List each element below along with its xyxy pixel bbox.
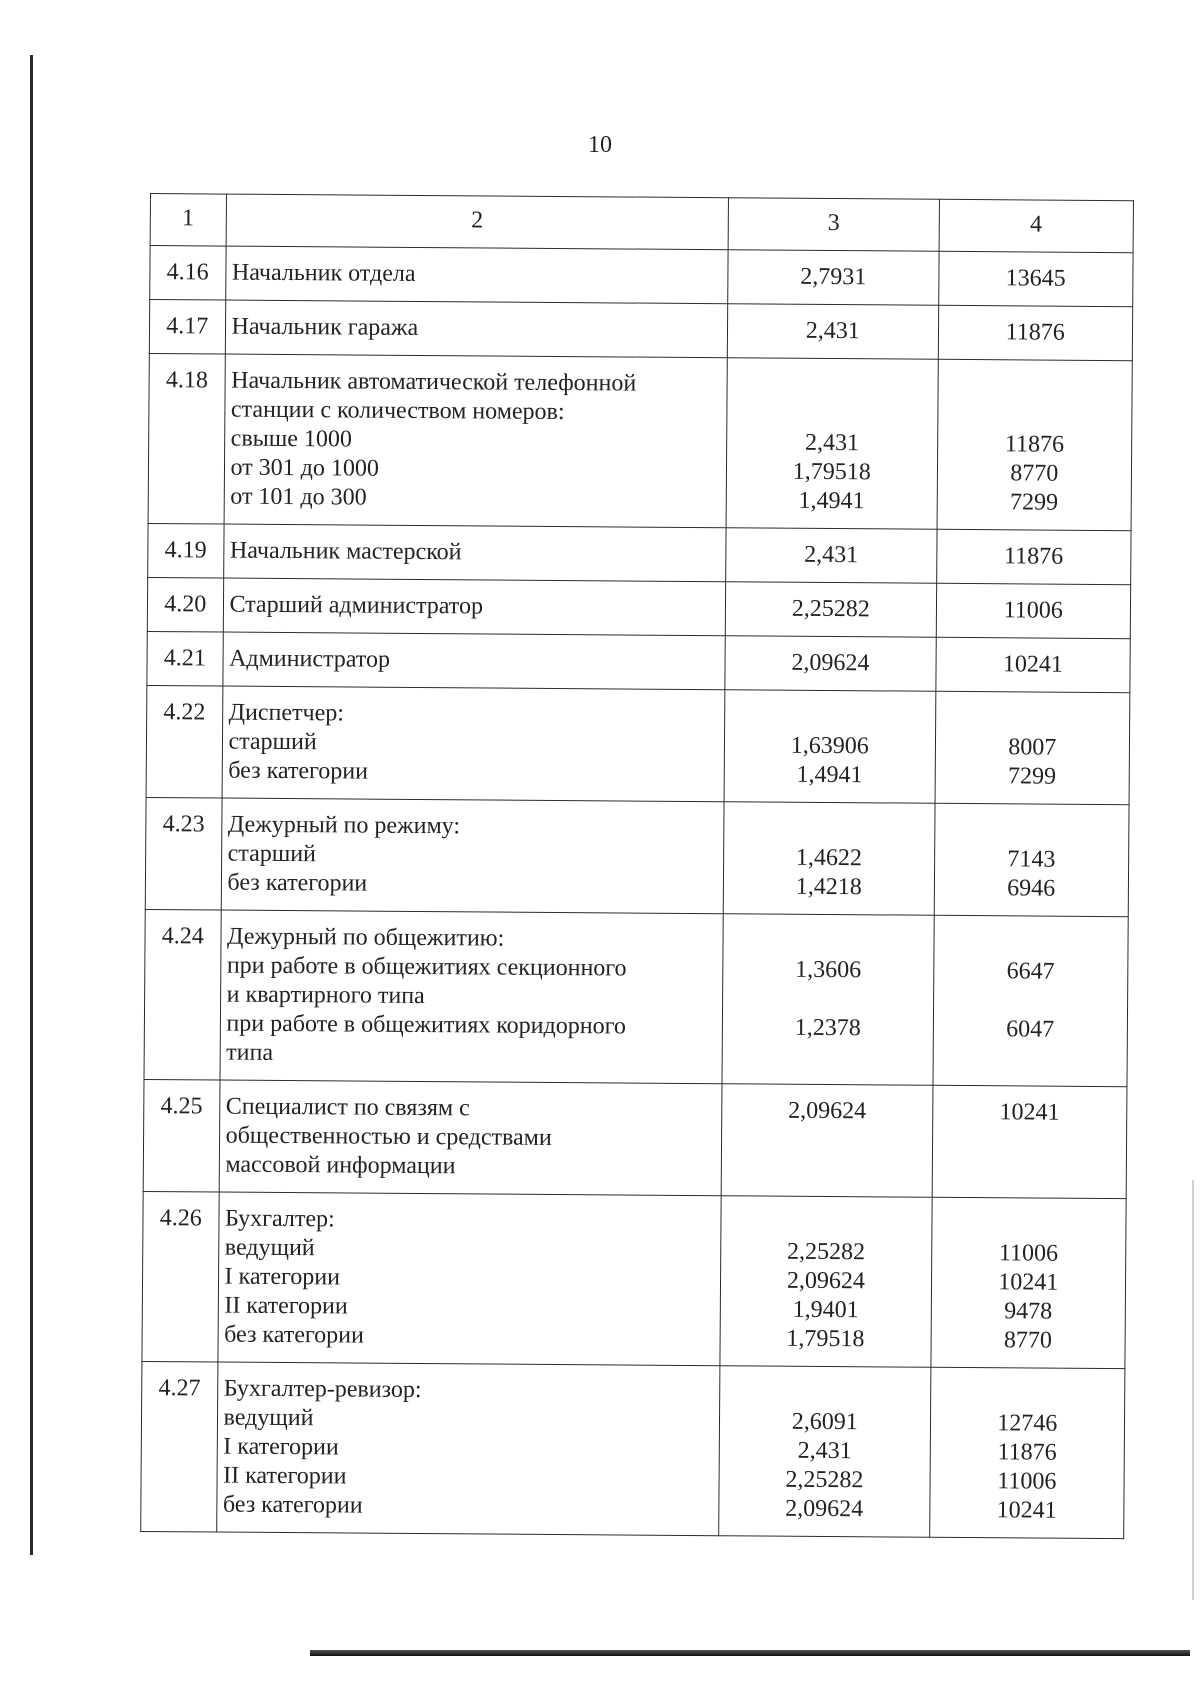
- salary-value: 6647: [1006, 958, 1055, 985]
- salary-value: 10241: [999, 1099, 1060, 1126]
- salary-value: 8770: [1003, 1327, 1053, 1354]
- table-row: [147, 577, 1130, 638]
- position-cell: [224, 354, 728, 528]
- salary-value: 11876: [1003, 543, 1064, 570]
- salary-value: 11876: [997, 1439, 1057, 1466]
- salary-value: 7143: [1007, 846, 1056, 873]
- position-cell: [222, 632, 725, 690]
- position-subitem: I категории: [223, 1433, 339, 1461]
- coefficient-value: 2,09624: [788, 1097, 867, 1125]
- coefficient-cell: [725, 636, 936, 692]
- coefficient-value: 2,09624: [785, 1495, 864, 1523]
- table-row: [145, 797, 1129, 916]
- position-cell: [216, 1362, 720, 1536]
- coefficient-value: 1,4941: [796, 761, 863, 789]
- table-row: [150, 246, 1133, 307]
- row-number: 4.18: [148, 353, 225, 524]
- salary-cell: [936, 583, 1131, 638]
- table-row: [148, 353, 1132, 530]
- salary-cell: [935, 637, 1130, 692]
- row-number: 4.19: [148, 523, 224, 578]
- coefficient-value: 1,79518: [786, 1325, 865, 1353]
- salary-value: 6946: [1007, 875, 1056, 902]
- salary-value: 7299: [1007, 763, 1057, 790]
- salary-value: 7299: [1009, 489, 1059, 516]
- scan-edge-bottom: [310, 1650, 1190, 1656]
- position-subitem: от 101 до 300: [230, 483, 367, 511]
- salary-cell: [938, 251, 1133, 306]
- salary-value: 11876: [1004, 431, 1065, 458]
- row-number: 4.24: [144, 909, 221, 1080]
- salary-value: 11006: [997, 1468, 1057, 1495]
- coefficient-cell: [720, 1196, 932, 1368]
- row-number: 4.26: [142, 1191, 219, 1362]
- position-subitem: от 301 до 1000: [230, 454, 380, 482]
- salary-value: 11006: [998, 1240, 1059, 1267]
- position-title: Диспетчер:: [228, 699, 345, 727]
- position-title: Старший администратор: [229, 591, 484, 620]
- coefficient-value: 1,79518: [792, 458, 871, 486]
- coefficient-value: 1,3606: [795, 956, 862, 984]
- row-number: 4.17: [149, 300, 225, 355]
- position-cell: [219, 1080, 722, 1196]
- table-row: [142, 1191, 1126, 1368]
- position-subitem: без категории: [227, 869, 368, 897]
- table-row: [144, 909, 1128, 1086]
- coefficient-value: 1,4941: [798, 487, 865, 515]
- position-title: Дежурный по режиму:: [227, 811, 461, 840]
- salary-cell: [938, 305, 1133, 360]
- salary-value: 10241: [998, 1269, 1059, 1296]
- position-title: Администратор: [229, 645, 391, 673]
- position-title: Начальник мастерской: [229, 537, 462, 566]
- position-subitem: ведущий: [223, 1404, 314, 1432]
- position-title: Начальник гаража: [231, 313, 419, 341]
- coefficient-value: 2,09624: [791, 649, 870, 677]
- coefficient-value: 2,6091: [791, 1408, 858, 1436]
- position-title: Бухгалтер-ревизор:: [223, 1375, 422, 1404]
- header-cell: 3: [728, 198, 939, 252]
- coefficient-value: 2,7931: [800, 263, 867, 291]
- position-cell: [225, 246, 728, 304]
- row-number: 4.21: [147, 631, 223, 686]
- row-number: 4.20: [147, 577, 223, 632]
- coefficient-value: 2,25282: [791, 595, 870, 623]
- position-line: общественностью и средствами: [225, 1122, 552, 1151]
- header-cell: 2: [226, 194, 729, 250]
- table-row: [149, 300, 1132, 361]
- salary-value: 10241: [996, 1497, 1057, 1524]
- header-cell: 4: [939, 199, 1134, 252]
- table-row: [148, 523, 1131, 584]
- salary-value: 12746: [997, 1410, 1058, 1437]
- salary-cell: [932, 1085, 1127, 1198]
- coefficient-value: 2,431: [804, 541, 859, 569]
- coefficient-cell: [723, 802, 934, 916]
- position-cell: [225, 300, 728, 358]
- row-number: 4.22: [146, 685, 222, 798]
- salary-cell: [931, 1197, 1127, 1368]
- coefficient-value: 2,25282: [787, 1238, 866, 1266]
- salary-cell: [937, 359, 1133, 530]
- row-number: 4.27: [141, 1361, 218, 1532]
- coefficient-cell: [728, 250, 939, 306]
- salary-cell: [936, 529, 1131, 584]
- coefficient-value: 2,09624: [786, 1267, 865, 1295]
- position-subitem: без категории: [224, 1321, 364, 1349]
- salary-value: 10241: [1002, 651, 1063, 678]
- header-cell: 1: [150, 194, 226, 247]
- coefficient-cell: [727, 304, 938, 360]
- position-subitem: старший: [228, 728, 317, 756]
- position-title: Дежурный по общежитию:: [226, 923, 505, 952]
- position-subitem: II категории: [223, 1462, 347, 1490]
- coefficient-value: 1,4622: [795, 844, 863, 872]
- position-subitem: свыше 1000: [230, 425, 353, 453]
- position-subitem-continued: типа: [226, 1039, 274, 1066]
- salary-value: 11876: [1005, 319, 1065, 346]
- position-cell: [223, 578, 726, 636]
- position-subitem: ведущий: [224, 1234, 315, 1262]
- salary-value: 8007: [1008, 734, 1057, 761]
- table-row: [141, 1361, 1125, 1538]
- position-title: Начальник автоматической телефонной: [231, 367, 637, 397]
- row-number: 4.16: [150, 246, 226, 301]
- position-line: станции с количеством номеров:: [230, 396, 565, 426]
- position-title: Специалист по связям с: [225, 1093, 470, 1122]
- coefficient-cell: [726, 528, 937, 584]
- coefficient-value: 2,431: [797, 1437, 852, 1465]
- position-title: Бухгалтер:: [224, 1205, 335, 1233]
- coefficient-cell: [726, 358, 938, 530]
- position-cell: [221, 798, 724, 914]
- position-subitem: I категории: [224, 1263, 341, 1291]
- position-cell: [217, 1192, 721, 1366]
- coefficient-value: 1,9401: [792, 1296, 859, 1324]
- salary-cell: [934, 803, 1129, 916]
- coefficient-value: 1,63906: [790, 732, 869, 760]
- coefficient-value: 2,431: [805, 317, 860, 345]
- salary-table: [140, 193, 1134, 1539]
- row-number: 4.23: [145, 797, 221, 910]
- coefficient-cell: [721, 1084, 932, 1198]
- coefficient-cell: [719, 1366, 931, 1538]
- position-cell: [223, 524, 726, 582]
- table-row: [146, 685, 1130, 804]
- salary-cell: [933, 915, 1129, 1086]
- position-cell: [220, 910, 724, 1084]
- coefficient-cell: [722, 914, 934, 1086]
- coefficient-value: 1,4218: [795, 873, 862, 901]
- position-subitem: без категории: [228, 757, 369, 785]
- scan-edge-right: [1192, 1180, 1194, 1600]
- position-subitem: II категории: [224, 1292, 348, 1320]
- row-number: 4.25: [143, 1079, 219, 1192]
- coefficient-cell: [724, 690, 935, 804]
- position-subitem: старший: [227, 840, 317, 868]
- salary-cell: [929, 1367, 1125, 1538]
- coefficient-value: 2,431: [804, 429, 860, 457]
- coefficient-value: 1,2378: [794, 1014, 861, 1042]
- salary-value: 13645: [1005, 265, 1066, 292]
- salary-cell: [935, 691, 1130, 804]
- table-row: [147, 631, 1130, 692]
- table-row: [143, 1079, 1127, 1198]
- salary-value: 8770: [1010, 460, 1059, 487]
- position-cell: [222, 686, 725, 802]
- table-header-row: [150, 194, 1133, 253]
- coefficient-cell: [725, 582, 936, 638]
- position-title: Начальник отдела: [231, 259, 416, 287]
- position-subitem: без категории: [222, 1491, 363, 1519]
- position-subitem: при работе в общежитиях коридорного: [226, 1010, 626, 1040]
- salary-value: 9478: [1004, 1298, 1053, 1325]
- coefficient-value: 2,25282: [785, 1466, 864, 1494]
- salary-value: 11006: [1003, 597, 1063, 624]
- position-subitem: при работе в общежитиях секционного: [226, 952, 627, 982]
- position-subitem-continued: и квартирного типа: [226, 981, 425, 1010]
- position-line: массовой информации: [225, 1151, 456, 1180]
- scan-edge-left: [30, 55, 33, 1555]
- salary-value: 6047: [1006, 1016, 1055, 1043]
- page-number: 10: [588, 132, 612, 158]
